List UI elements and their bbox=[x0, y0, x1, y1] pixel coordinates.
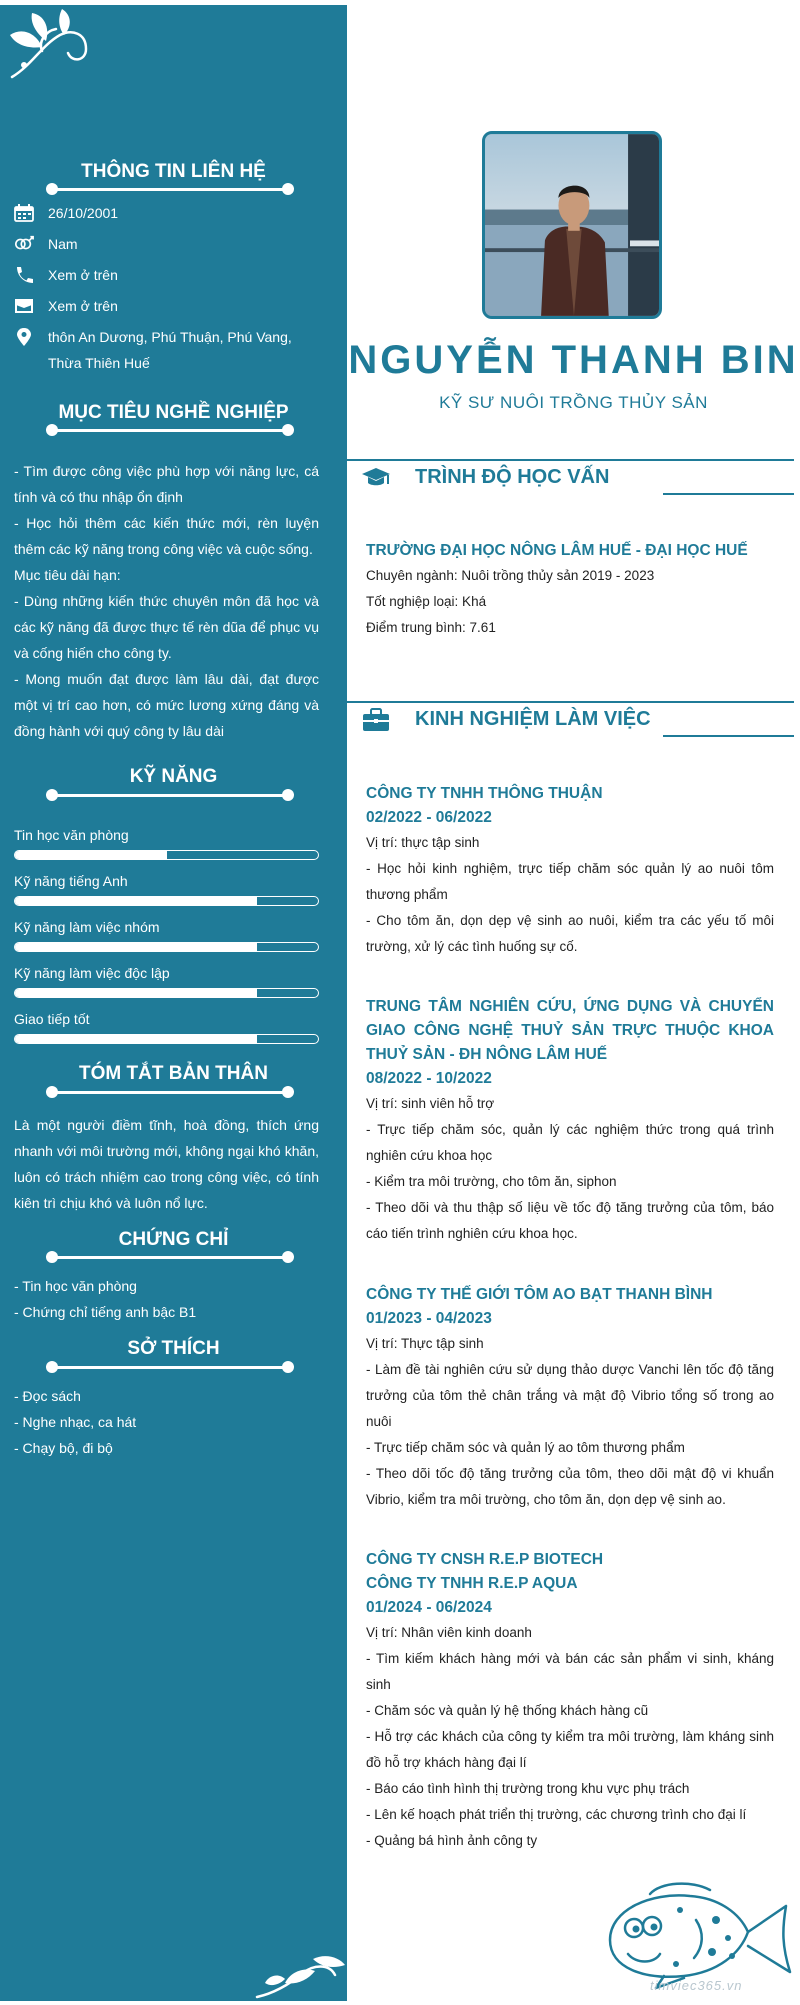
job-position: Vị trí: Nhân viên kinh doanh bbox=[366, 1625, 532, 1640]
phone-icon bbox=[14, 266, 34, 284]
job-entry bbox=[366, 1548, 774, 1854]
job-entry bbox=[366, 782, 774, 960]
profile-photo bbox=[482, 131, 662, 319]
skill-bar-fill bbox=[15, 851, 167, 859]
company-name: CÔNG TY TNHH THÔNG THUẬN bbox=[366, 785, 603, 802]
skill-bar bbox=[14, 850, 319, 860]
company-name-secondary: CÔNG TY TNHH R.E.P AQUA bbox=[366, 1575, 578, 1592]
school-name: TRƯỜNG ĐẠI HỌC NÔNG LÂM HUẾ - ĐẠI HỌC HUẾ bbox=[366, 542, 748, 559]
skill-item: Kỹ năng làm việc nhóm bbox=[14, 917, 319, 952]
hobby-item: - Nghe nhạc, ca hát bbox=[14, 1414, 137, 1430]
certificate-item: - Tin học văn phòng bbox=[14, 1278, 137, 1294]
certificates-section-title: CHỨNG CHỈ bbox=[118, 1229, 229, 1250]
certificate-item: - Chứng chỉ tiếng anh bậc B1 bbox=[14, 1304, 197, 1320]
profile-photo-image bbox=[485, 134, 659, 316]
company-name: TRUNG TÂM NGHIÊN CỨU, ỨNG DỤNG VÀ CHUYỂN GIAO CÔNG NGHỆ THUỶ SẢN TRỰC THUỘC KHOA THUỶ SẢN - ĐH NÔNG LÂM HUẾ bbox=[366, 998, 774, 1063]
candidate-job-title: KỸ SƯ NUÔI TRỒNG THỦY SẢN bbox=[439, 393, 708, 412]
calendar-icon bbox=[14, 204, 34, 222]
graduation-cap-icon bbox=[361, 465, 391, 491]
skill-item: Giao tiếp tốt bbox=[14, 1009, 319, 1044]
section-rule bbox=[347, 459, 794, 461]
experience-section-title: KINH NGHIỆM LÀM VIỆC bbox=[415, 708, 651, 730]
skill-bar bbox=[14, 942, 319, 952]
job-task: - Trực tiếp chăm sóc và quản lý ao tôm thương phẩm bbox=[366, 1440, 685, 1455]
skill-bar bbox=[14, 1034, 319, 1044]
contact-section-title: THÔNG TIN LIÊN HỆ bbox=[81, 161, 266, 182]
job-task: - Kiểm tra môi trường, cho tôm ăn, siphon bbox=[366, 1174, 617, 1189]
skill-bar-fill bbox=[15, 1035, 257, 1043]
objective-line: - Dùng những kiến thức chuyên môn đã học và các kỹ năng đã được thực tế rèn dũa để phục vụ và cống hiến cho công ty. bbox=[14, 593, 319, 661]
skill-item: Kỹ năng tiếng Anh bbox=[14, 871, 319, 906]
candidate-name: NGUYỄN THANH BIN bbox=[348, 338, 799, 382]
skills-divider bbox=[52, 794, 288, 797]
job-entry bbox=[366, 1283, 774, 1513]
gender-icon bbox=[14, 235, 34, 253]
email-icon bbox=[14, 297, 34, 315]
education-entry bbox=[366, 539, 774, 641]
location-pin-icon bbox=[14, 328, 34, 346]
watermark: timviec365.vn bbox=[650, 1978, 743, 1993]
floral-ornament-icon bbox=[255, 1953, 347, 2001]
company-name: CÔNG TY THẾ GIỚI TÔM AO BẠT THANH BÌNH bbox=[366, 1286, 713, 1303]
education-line: Chuyên ngành: Nuôi trồng thủy sản 2019 - 2023 bbox=[366, 568, 655, 583]
job-task: - Học hỏi kinh nghiệm, trực tiếp chăm sóc quản lý ao nuôi tôm thương phẩm bbox=[366, 861, 774, 902]
job-task: - Trực tiếp chăm sóc, quản lý các nghiệm thức trong quá trình nghiên cứu khoa học bbox=[366, 1122, 774, 1163]
objective-line: Mục tiêu dài hạn: bbox=[14, 567, 121, 583]
contact-birthday: 26/10/2001 bbox=[14, 200, 324, 226]
contact-address: thôn An Dương, Phú Thuận, Phú Vang, Thừa Thiên Huế bbox=[14, 324, 324, 376]
job-task: - Quảng bá hình ảnh công ty bbox=[366, 1833, 538, 1848]
fish-illustration-icon bbox=[600, 1880, 795, 1990]
floral-ornament-icon bbox=[2, 5, 94, 87]
briefcase-icon bbox=[361, 707, 391, 733]
section-rule bbox=[347, 701, 794, 703]
objective-text bbox=[14, 458, 319, 744]
summary-text: Là một người điềm tĩnh, hoà đồng, thích ứng nhanh với môi trường mới, không ngại khó khăn, luôn có trách nhiệm cao trong công việc, có tính kiên trì chịu khó và luôn nổ lực. bbox=[14, 1117, 319, 1211]
job-task: - Chăm sóc và quản lý hệ thống khách hàng cũ bbox=[366, 1703, 649, 1718]
job-task: - Lên kế hoạch phát triển thị trường, các chương trình cho đại lí bbox=[366, 1807, 747, 1822]
summary-section-title: TÓM TẮT BẢN THÂN bbox=[79, 1063, 268, 1084]
job-position: Vị trí: sinh viên hỗ trợ bbox=[366, 1096, 495, 1111]
skill-item: Tin học văn phòng bbox=[14, 825, 319, 860]
objective-section-title: MỤC TIÊU NGHỀ NGHIỆP bbox=[58, 402, 289, 423]
education-line: Tốt nghiệp loại: Khá bbox=[366, 594, 487, 609]
skill-bar-fill bbox=[15, 897, 257, 905]
education-section-title: TRÌNH ĐỘ HỌC VẤN bbox=[415, 466, 610, 488]
job-task: - Hỗ trợ các khách của công ty kiểm tra môi trường, làm kháng sinh đồ hỗ trợ khách hàng đại lí bbox=[366, 1729, 774, 1770]
job-dates: 01/2024 - 06/2024 bbox=[366, 1599, 492, 1616]
section-rule bbox=[663, 493, 794, 495]
job-task: - Báo cáo tình hình thị trường trong khu vực phụ trách bbox=[366, 1781, 690, 1796]
skill-bar-fill bbox=[15, 943, 257, 951]
section-rule bbox=[663, 735, 794, 737]
job-task: - Tìm kiếm khách hàng mới và bán các sản phẩm vi sinh, kháng sinh bbox=[366, 1651, 774, 1692]
sidebar bbox=[0, 5, 347, 2001]
experience-section-header bbox=[347, 701, 800, 741]
job-task: - Theo dõi và thu thập số liệu về tốc độ tăng trưởng của tôm, báo cáo tiến trình nghiên cứu khoa học. bbox=[366, 1200, 774, 1241]
certificates-list bbox=[14, 1273, 319, 1325]
job-dates: 02/2022 - 06/2022 bbox=[366, 809, 492, 826]
company-name: CÔNG TY CNSH R.E.P BIOTECH bbox=[366, 1551, 604, 1568]
job-position: Vị trí: Thực tập sinh bbox=[366, 1336, 484, 1351]
skill-bar-fill bbox=[15, 989, 257, 997]
job-task: - Làm đề tài nghiên cứu sử dụng thảo dược Vanchi lên tốc độ tăng trưởng của tôm thẻ chân trắng và mật độ Vibrio tổng số trong ao nuôi bbox=[366, 1362, 774, 1429]
job-task: - Cho tôm ăn, dọn dẹp vệ sinh ao nuôi, kiểm tra các yếu tố môi trường, xử lý các tình huống sự cố. bbox=[366, 913, 774, 954]
skill-bar bbox=[14, 896, 319, 906]
skill-bar bbox=[14, 988, 319, 998]
objective-line: - Tìm được công việc phù hợp với năng lực, cá tính và có thu nhập ổn định bbox=[14, 463, 319, 505]
skills-section-title: KỸ NĂNG bbox=[129, 766, 218, 787]
objective-line: - Học hỏi thêm các kiến thức mới, rèn luyện thêm các kỹ năng trong công việc và cuộc sống. bbox=[14, 515, 319, 557]
hobbies-divider bbox=[52, 1366, 288, 1369]
education-line: Điểm trung bình: 7.61 bbox=[366, 620, 496, 635]
contact-divider bbox=[52, 188, 288, 191]
education-section-header bbox=[347, 459, 800, 499]
objective-divider bbox=[52, 429, 288, 432]
hobbies-list bbox=[14, 1383, 319, 1461]
hobby-item: - Chạy bộ, đi bộ bbox=[14, 1440, 113, 1456]
summary-divider bbox=[52, 1091, 288, 1094]
certificates-divider bbox=[52, 1256, 288, 1259]
job-position: Vị trí: thực tập sinh bbox=[366, 835, 480, 850]
contact-gender: Nam bbox=[14, 231, 324, 257]
hobbies-section-title: SỞ THÍCH bbox=[127, 1338, 220, 1359]
job-entry bbox=[366, 995, 774, 1247]
job-dates: 01/2023 - 04/2023 bbox=[366, 1310, 492, 1327]
contact-email: Xem ở trên bbox=[14, 293, 324, 319]
job-task: - Theo dõi tốc độ tăng trưởng của tôm, theo dõi mật độ vi khuẩn Vibrio, kiểm tra môi trường, cho tôm ăn, dọn dẹp vệ sinh ao. bbox=[366, 1466, 774, 1507]
hobby-item: - Đọc sách bbox=[14, 1388, 81, 1404]
skill-item: Kỹ năng làm việc độc lập bbox=[14, 963, 319, 998]
contact-phone: Xem ở trên bbox=[14, 262, 324, 288]
job-dates: 08/2022 - 10/2022 bbox=[366, 1070, 492, 1087]
objective-line: - Mong muốn đạt được làm lâu dài, đạt được một vị trí cao hơn, có mức lương xứng đáng và đồng hành với quý công ty lâu dài bbox=[14, 671, 319, 739]
